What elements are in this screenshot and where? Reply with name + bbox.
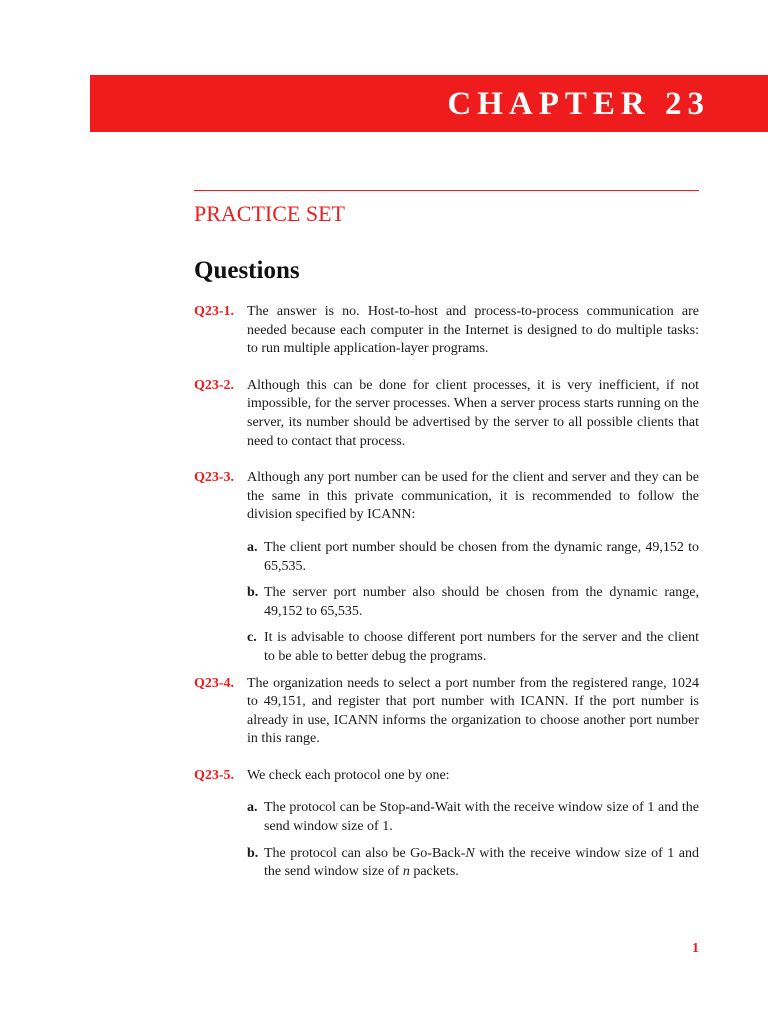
item-label: b.: [247, 585, 259, 601]
question-label: Q23-4.: [194, 675, 235, 691]
item-text: It is advisable to choose different port numbers for the server and the client to be able to better debug the programs.: [264, 630, 699, 664]
page-number: 1: [692, 941, 699, 956]
questions-heading: Questions: [194, 257, 300, 284]
chapter-banner: [90, 75, 768, 132]
list-item: [194, 539, 699, 576]
question-text: The organization needs to select a port number from the registered range, 1024 to 49,151, and register that port number with ICANN. If the port number is already in use, ICANN informs the organization to choose another port number in this range.: [247, 675, 699, 747]
question-q23-1: [194, 303, 699, 359]
list-item: [194, 799, 699, 836]
item-label: a.: [247, 800, 258, 816]
chapter-title: CHAPTER 23: [447, 86, 710, 122]
section-title: PRACTICE SET: [194, 201, 345, 226]
list-item: [194, 845, 699, 882]
question-label: Q23-1.: [194, 304, 235, 319]
item-text-start: The protocol can also be Go-Back-: [264, 845, 466, 861]
question-q23-3: [194, 469, 699, 525]
item-label: a.: [247, 539, 258, 555]
item-text: The client port number should be chosen from the dynamic range, 49,152 to 65,535.: [264, 539, 699, 574]
question-label: Q23-5.: [194, 767, 235, 783]
item-text-italic: N: [465, 845, 475, 861]
item-label: c.: [247, 630, 257, 646]
list-item: [194, 629, 699, 666]
list-item: [194, 584, 699, 621]
item-text-end: packets.: [409, 864, 459, 880]
item-text-middle: with the receive window size of 1 and the send window size of: [264, 845, 699, 880]
answer-sublist: [194, 539, 699, 667]
question-q23-4: [194, 675, 699, 749]
item-label: b.: [247, 845, 259, 861]
item-text: The protocol can be Stop-and-Wait with the receive window size of 1 and the send window size of 1.: [264, 800, 699, 835]
item-text: The server port number also should be chosen from the dynamic range, 49,152 to 65,535.: [264, 585, 699, 619]
questions-list: [194, 303, 699, 882]
question-text: We check each protocol one by one:: [247, 767, 450, 783]
question-q23-5: [194, 767, 699, 786]
question-q23-2: [194, 377, 699, 451]
item-text-italic: n: [402, 864, 410, 880]
question-text: The answer is no. Host-to-host and process-to-process communication are needed because each computer in the Internet is designed to do multiple tasks: to run multiple application-layer programs.: [247, 304, 699, 357]
answer-sublist: [194, 799, 699, 881]
question-label: Q23-2.: [194, 377, 235, 393]
question-text: Although this can be done for client processes, it is very inefficient, if not impossible, for the server processes. When a server process starts running on the server, its number should be advertised by the server to all possible clients that need to contact that process.: [247, 377, 699, 449]
question-text: Although any port number can be used for the client and server and they can be the same in this private communication, it is recommended to follow the division specified by ICANN:: [247, 470, 699, 523]
section-divider: [194, 190, 699, 191]
question-label: Q23-3.: [194, 470, 235, 486]
